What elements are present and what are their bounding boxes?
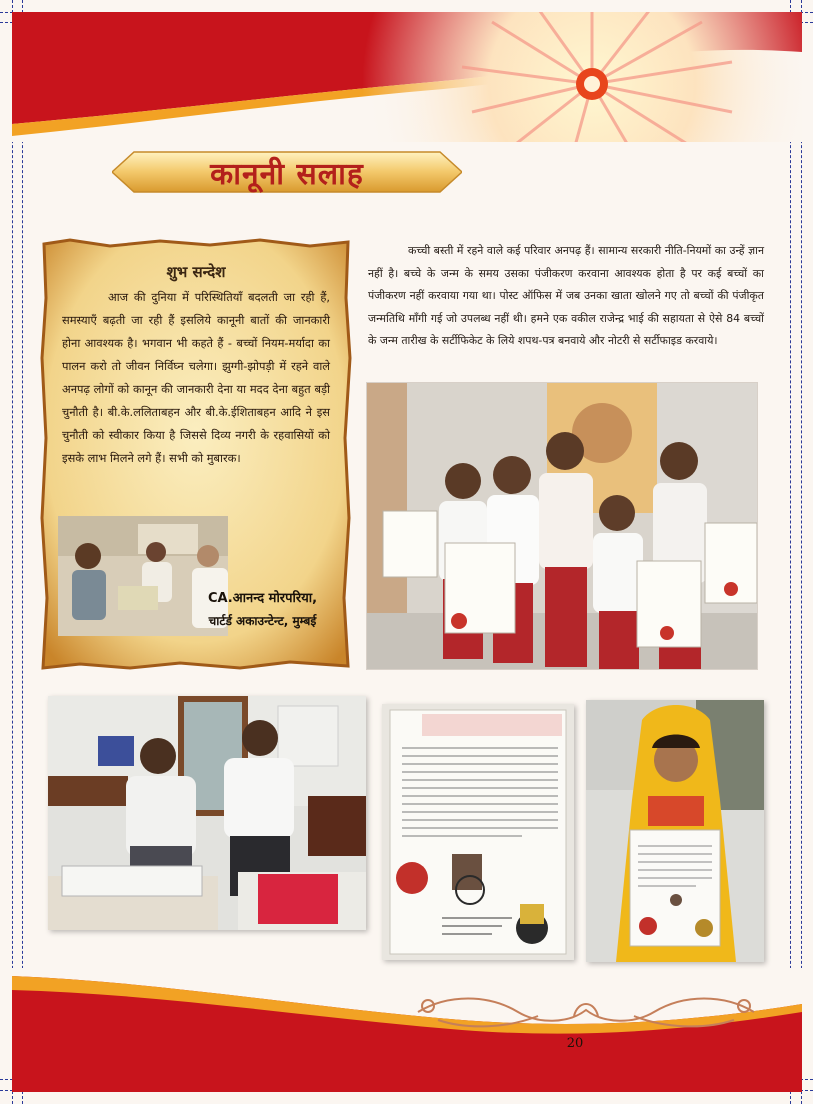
crop-guide bbox=[12, 0, 13, 1104]
crop-guide bbox=[22, 0, 23, 1104]
lawyer-office-photo bbox=[48, 696, 366, 930]
signature-name: CA.आनन्द मोरपरिया, bbox=[207, 591, 318, 606]
message-body bbox=[62, 286, 330, 470]
message-text: आज की दुनिया में परिस्थितियाँ बदलती जा रही हैं, समस्याएँ बढ़ती जा रही हैं इसलिये कानूनी बातों की जानकारी होना आवश्यक है। भगवान भी कहते हैं - बच्चों नियम-मर्यादा का पालन करो तो जीवन निर्विघ्न चलेगा। झुग्गी-झोपड़ी में रहने वाले अनपढ़ लोगों को कानून की जानकारी देना या मदद देना बहुत बड़ी चुनौती है। बी.के.ललिताबहन और बी.के.ईशिताबहन आदि ने इस चुनौती को स्वीकार किया है जिससे दिव्य नगरी के रहवासियों को इसके लाभ मिलने लगे हैं। सभी को मुबारक। bbox=[62, 290, 330, 465]
signature-title: चार्टर्ड अकाउन्टेन्ट, मुम्बई bbox=[208, 614, 317, 628]
header-band bbox=[12, 12, 802, 142]
affidavit-document-photo bbox=[382, 704, 574, 960]
signature-block bbox=[180, 588, 345, 632]
page-title: कानूनी सलाह bbox=[210, 156, 364, 192]
crop-guide bbox=[801, 0, 802, 1104]
crop-guide bbox=[790, 0, 791, 1104]
message-heading: शुभ सन्देश bbox=[166, 263, 226, 281]
article-text bbox=[368, 240, 764, 353]
ornament-divider bbox=[408, 990, 764, 1034]
children-certificates-photo bbox=[366, 382, 758, 670]
page-number: 20 bbox=[566, 1036, 584, 1051]
article-body: कच्ची बस्ती में रहने वाले कई परिवार अनपढ़ हैं। सामान्य सरकारी नीति-नियमों का उन्हें ज्ञान नहीं है। बच्चे के जन्म के समय उसका पंजीकरण करवाना आवश्यक होता है पर कई बच्चों का पंजीकरण नहीं करवाया गया था। पोस्ट ऑफिस में जब उनका खाता खोलने गए तो बच्चों की पंजीकृत जन्मतिथि माँगी गई जो उपलब्ध नहीं थी। हमने एक वकील राजेन्द्र भाई की सहायता से ऐसे 84 बच्चों के जन्म तारीख के सर्टीफिकेट के लिये शपथ-पत्र बनवाये और नोटरी से सर्टीफाइड करवाये। bbox=[368, 244, 764, 348]
woman-certificate-photo bbox=[586, 700, 764, 962]
message-scroll bbox=[40, 238, 352, 670]
